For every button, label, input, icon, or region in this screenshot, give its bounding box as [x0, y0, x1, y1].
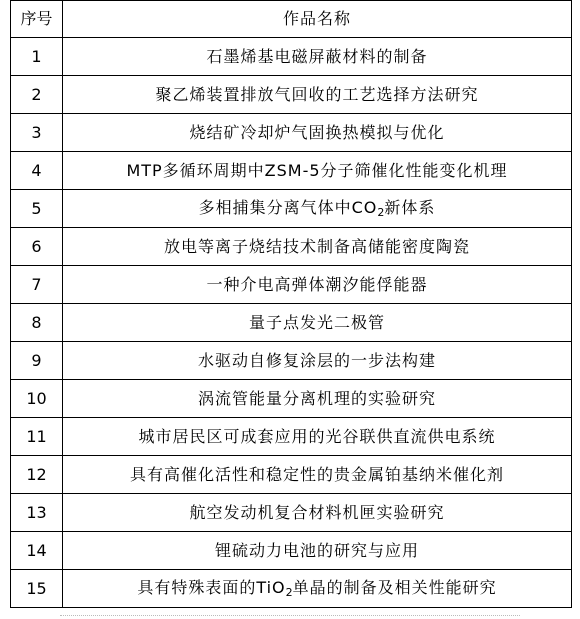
row-title: 具有高催化活性和稳定性的贵金属铂基纳米催化剂: [63, 456, 572, 494]
row-index: 9: [11, 342, 63, 380]
row-index: 13: [11, 494, 63, 532]
row-title: 航空发动机复合材料机匣实验研究: [63, 494, 572, 532]
table-row: [11, 228, 572, 266]
row-index: 3: [11, 114, 63, 152]
row-index: 2: [11, 76, 63, 114]
row-index: 5: [11, 190, 63, 228]
row-title: 石墨烯基电磁屏蔽材料的制备: [63, 38, 572, 76]
table-row: [11, 380, 572, 418]
works-table: [10, 0, 572, 608]
table-row: [11, 532, 572, 570]
row-title: 锂硫动力电池的研究与应用: [63, 532, 572, 570]
row-title: [63, 570, 572, 608]
row-title: 烧结矿冷却炉气固换热模拟与优化: [63, 114, 572, 152]
row-title: 一种介电高弹体潮汐能俘能器: [63, 266, 572, 304]
row-index: 12: [11, 456, 63, 494]
row-index: 4: [11, 152, 63, 190]
subscript: 2: [377, 205, 385, 219]
header-row: [11, 1, 572, 38]
row-title: MTP多循环周期中ZSM-5分子筛催化性能变化机理: [63, 152, 572, 190]
title-text: 具有特殊表面的TiO: [137, 577, 286, 597]
row-title: 涡流管能量分离机理的实验研究: [63, 380, 572, 418]
header-title: 作品名称: [63, 1, 572, 38]
row-index: 8: [11, 304, 63, 342]
table-row: [11, 190, 572, 228]
title-text: 多相捕集分离气体中CO: [198, 197, 378, 217]
row-index: 1: [11, 38, 63, 76]
table-row: [11, 114, 572, 152]
table-row: [11, 418, 572, 456]
row-title: 水驱动自修复涂层的一步法构建: [63, 342, 572, 380]
row-title: 量子点发光二极管: [63, 304, 572, 342]
row-index: 10: [11, 380, 63, 418]
row-index: 11: [11, 418, 63, 456]
subscript: 2: [285, 585, 293, 599]
table-row: [11, 38, 572, 76]
table-row: [11, 266, 572, 304]
table-row: [11, 152, 572, 190]
table-row: [11, 76, 572, 114]
row-index: 7: [11, 266, 63, 304]
header-index: 序号: [11, 1, 63, 38]
table-row: [11, 494, 572, 532]
row-title: 放电等离子烧结技术制备高储能密度陶瓷: [63, 228, 572, 266]
table-row: [11, 570, 572, 608]
row-index: 6: [11, 228, 63, 266]
table-row: [11, 456, 572, 494]
title-text: 单晶的制备及相关性能研究: [292, 577, 497, 597]
table-row: [11, 304, 572, 342]
row-title: 聚乙烯装置排放气回收的工艺选择方法研究: [63, 76, 572, 114]
row-title: [63, 190, 572, 228]
row-index: 14: [11, 532, 63, 570]
row-index: 15: [11, 570, 63, 608]
title-text: 新体系: [384, 197, 436, 217]
row-title: 城市居民区可成套应用的光谷联供直流供电系统: [63, 418, 572, 456]
cropped-text-remnant: [60, 615, 520, 617]
table-row: [11, 342, 572, 380]
